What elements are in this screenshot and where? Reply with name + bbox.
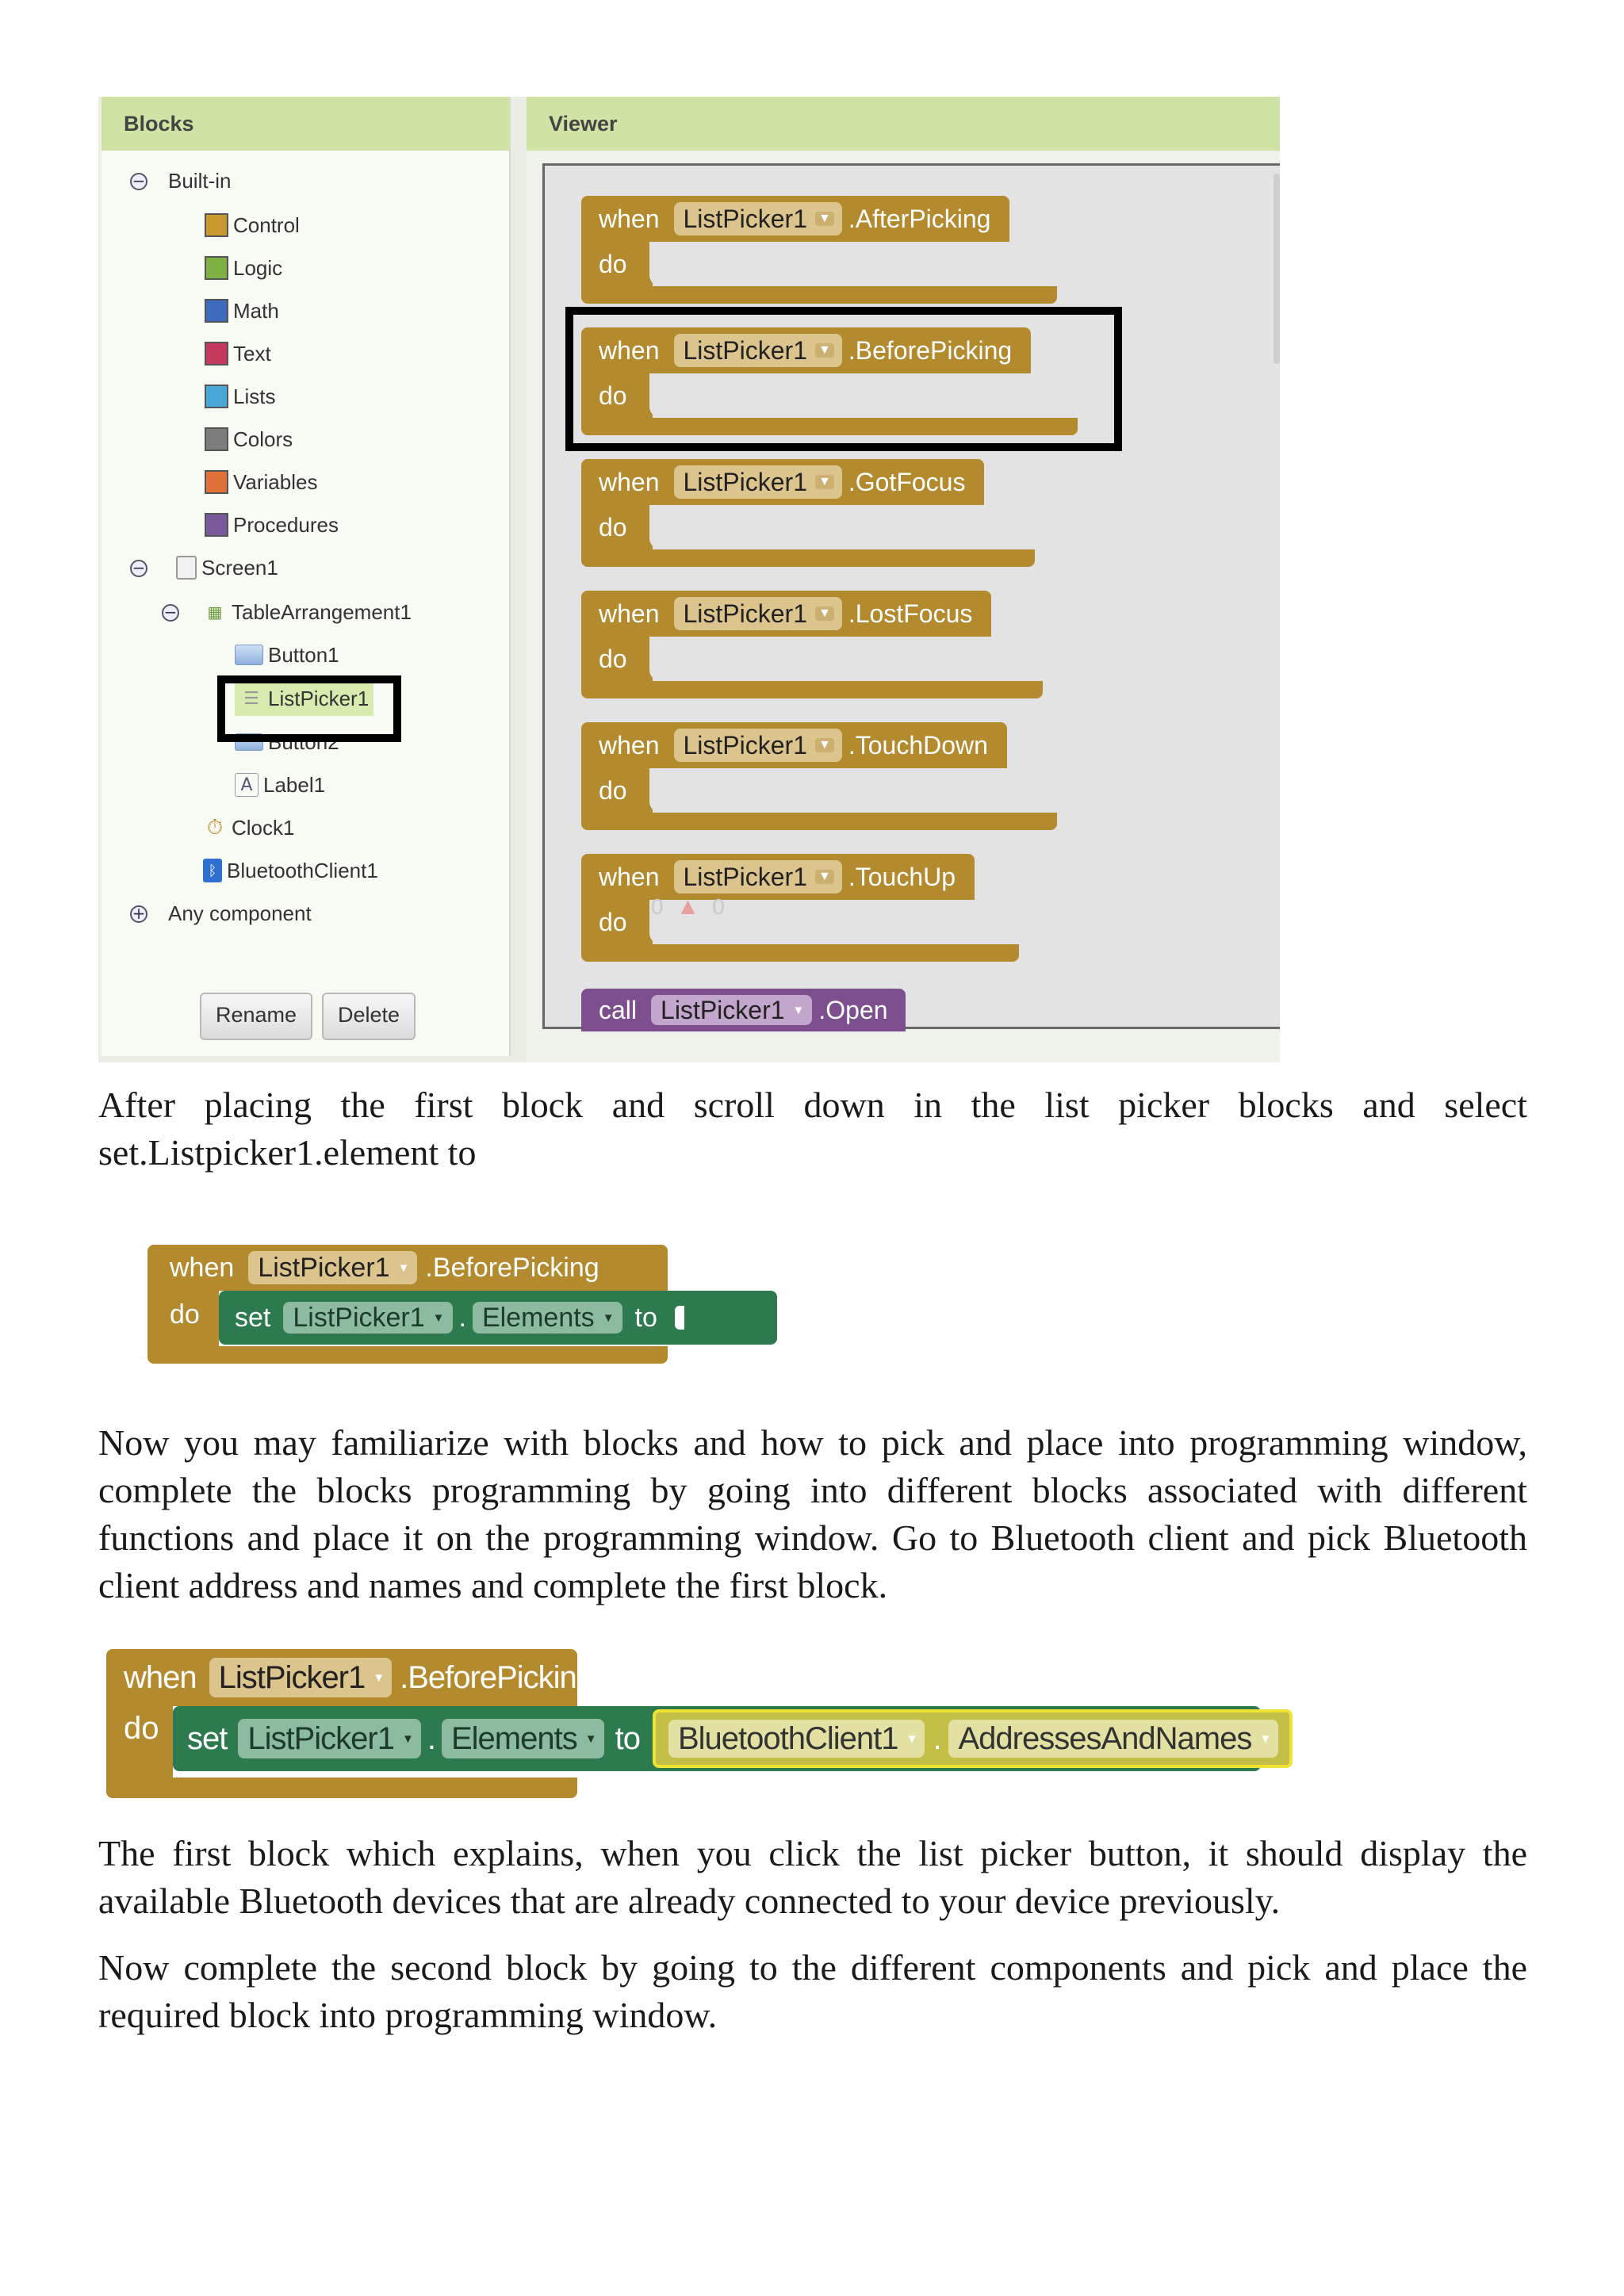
tree-table-arrangement[interactable] xyxy=(203,595,412,629)
any-component-label: Any component xyxy=(168,901,312,925)
event-name: .LostFocus xyxy=(848,599,973,628)
paragraph-1: After placing the first block and scroll down in the list picker blocks and select set.Listpicker1.element to xyxy=(98,1085,1527,1173)
paragraph-3: The first block which explains, when you click the list picker button, it should display the available Bluetooth devices that are already connected to your device previously. xyxy=(98,1833,1527,1921)
event-block-touchdown[interactable] xyxy=(581,722,1057,830)
do-label: do xyxy=(599,250,627,278)
warning-triangle-icon: ▲ xyxy=(676,894,700,920)
when-label: when xyxy=(599,204,660,233)
collapse-screen-icon[interactable]: − xyxy=(130,560,147,577)
call-label: call xyxy=(599,995,638,1024)
paragraph-2: Now you may familiarize with blocks and how to pick and place into programming window, complete the blocks programming by going into different blocks associated with different functions and place it on the programming window. Go to Bluetooth client and pick Bluetooth client address and names and complete the first block. xyxy=(98,1422,1527,1605)
do-label: do xyxy=(599,645,627,673)
when-label: when xyxy=(599,599,660,628)
tree-bluetooth[interactable] xyxy=(203,853,378,888)
dot-label: . xyxy=(933,1720,941,1756)
do-label: do xyxy=(599,381,627,410)
do-label: do xyxy=(599,776,627,805)
set-elements-block[interactable] xyxy=(173,1706,1271,1771)
tree-any-component[interactable] xyxy=(168,896,312,931)
component-name: ListPicker1 xyxy=(683,335,807,365)
event-block-touchup[interactable] xyxy=(581,854,1019,962)
beforepicking-bluetooth-block xyxy=(106,1649,1271,1804)
bluetooth-icon: ᛒ xyxy=(203,859,222,882)
chevron-down-icon: ▼ xyxy=(401,1732,413,1746)
collapse-table-icon[interactable]: − xyxy=(162,604,179,622)
input-socket[interactable] xyxy=(675,1306,684,1330)
do-label: do xyxy=(170,1299,200,1330)
event-name: .TouchDown xyxy=(848,730,988,760)
do-label: do xyxy=(124,1711,159,1746)
tree-item-label: Text xyxy=(233,341,271,365)
tree-item-lists[interactable] xyxy=(205,379,275,414)
event-name: .BeforePicking xyxy=(848,335,1013,365)
expand-any-component-icon[interactable]: + xyxy=(130,905,147,923)
event-block-afterpicking[interactable] xyxy=(581,196,1057,304)
component-name: ListPicker1 xyxy=(218,1659,366,1695)
clock-label: Clock1 xyxy=(232,815,295,840)
control-swatch-icon xyxy=(205,213,228,237)
viewer-title: Viewer xyxy=(527,97,1280,151)
colors-swatch-icon xyxy=(205,427,228,451)
chevron-down-icon: ▼ xyxy=(815,343,834,358)
component-dropdown[interactable] xyxy=(674,202,842,235)
event-name: .AfterPicking xyxy=(848,204,991,233)
builtin-label: Built-in xyxy=(168,168,232,193)
component-name: ListPicker1 xyxy=(683,730,807,760)
tree-item-label: Procedures xyxy=(233,512,339,537)
screen-label: Screen1 xyxy=(201,555,278,580)
property-name: Elements xyxy=(481,1302,595,1333)
component-name: ListPicker1 xyxy=(293,1302,425,1333)
tree-label1[interactable] xyxy=(235,767,325,802)
chevron-down-icon: ▼ xyxy=(1259,1732,1271,1746)
method-name: .Open xyxy=(818,995,888,1024)
delete-button[interactable]: Delete xyxy=(322,993,416,1040)
tree-builtin[interactable] xyxy=(168,163,231,198)
component-dropdown[interactable] xyxy=(248,1251,417,1284)
chevron-down-icon: ▼ xyxy=(815,870,834,884)
event-name: .BeforePicking xyxy=(400,1659,594,1695)
blocks-panel-title: Blocks xyxy=(102,97,509,151)
component-name: BluetoothClient1 xyxy=(677,1720,898,1756)
button2-label: Button2 xyxy=(268,729,339,754)
do-label: do xyxy=(599,908,627,936)
listpicker-icon: ☰ xyxy=(243,688,259,709)
tree-item-label: Logic xyxy=(233,255,283,280)
chevron-down-icon: ▼ xyxy=(584,1732,596,1746)
property-name: AddressesAndNames xyxy=(958,1720,1252,1756)
component-name: ListPicker1 xyxy=(683,599,807,628)
error-count: 0 xyxy=(712,894,725,919)
to-label: to xyxy=(634,1302,657,1333)
table-arrangement-label: TableArrangement1 xyxy=(232,599,412,624)
viewer-panel xyxy=(527,97,1280,1062)
tree-item-variables[interactable] xyxy=(205,465,317,499)
chevron-down-icon: ▼ xyxy=(815,475,834,489)
beforepicking-highlight-box xyxy=(565,307,1122,451)
blocks-editor-screenshot xyxy=(98,97,1280,1062)
component-name: ListPicker1 xyxy=(683,862,807,891)
event-name: .BeforePicking xyxy=(425,1252,599,1283)
property-dropdown[interactable] xyxy=(473,1302,622,1334)
property-dropdown[interactable] xyxy=(442,1719,604,1758)
blocks-panel xyxy=(102,97,511,1056)
tree-item-label: Control xyxy=(233,212,300,237)
tree-item-label: Colors xyxy=(233,427,293,451)
when-label: when xyxy=(599,335,660,365)
tree-item-label: Math xyxy=(233,298,279,323)
chevron-down-icon: ▼ xyxy=(815,738,834,752)
rename-button[interactable]: Rename xyxy=(200,993,312,1040)
chevron-down-icon: ▼ xyxy=(906,1732,917,1746)
beforepicking-set-elements-block xyxy=(147,1245,777,1372)
when-label: when xyxy=(170,1252,235,1283)
procedures-swatch-icon xyxy=(205,513,228,537)
bluetooth-label: BluetoothClient1 xyxy=(227,858,378,882)
bluetooth-property-dropdown[interactable] xyxy=(948,1720,1278,1758)
collapse-builtin-icon[interactable]: − xyxy=(130,173,147,190)
component-dropdown[interactable] xyxy=(674,465,842,499)
viewer-scrollbar[interactable] xyxy=(1274,174,1280,364)
when-label: when xyxy=(124,1659,197,1695)
button-icon xyxy=(235,645,263,665)
lists-swatch-icon xyxy=(205,385,228,408)
chevron-down-icon: ▼ xyxy=(397,1261,410,1275)
set-label: set xyxy=(235,1302,271,1333)
do-label: do xyxy=(599,513,627,541)
component-dropdown[interactable] xyxy=(674,729,842,762)
bluetooth-component-dropdown[interactable] xyxy=(668,1720,925,1758)
tree-screen1[interactable] xyxy=(176,550,278,585)
event-block-lostfocus[interactable] xyxy=(581,591,1043,698)
do-section xyxy=(147,1291,219,1346)
component-dropdown[interactable] xyxy=(209,1658,392,1697)
event-name: .GotFocus xyxy=(848,467,966,496)
variables-swatch-icon xyxy=(205,470,228,494)
dot-label: . xyxy=(458,1302,466,1333)
warning-count: 0 xyxy=(651,894,664,919)
when-label: when xyxy=(599,730,660,760)
text-swatch-icon xyxy=(205,342,228,365)
event-block-gotfocus[interactable] xyxy=(581,459,1035,567)
tree-button1[interactable] xyxy=(235,637,339,672)
table-arrangement-icon: ▦ xyxy=(207,603,223,622)
to-label: to xyxy=(615,1720,640,1756)
set-elements-block[interactable] xyxy=(219,1291,777,1345)
tree-item-label: Lists xyxy=(233,384,276,408)
property-name: Elements xyxy=(450,1720,577,1756)
tree-item-procedures[interactable] xyxy=(205,507,339,542)
tree-clock1[interactable] xyxy=(203,810,294,845)
math-swatch-icon xyxy=(205,299,228,323)
label1-label: Label1 xyxy=(263,772,326,797)
paragraph-4: Now complete the second block by going to the different components and pick and place the required block into programming window. xyxy=(98,1947,1527,2035)
component-name: ListPicker1 xyxy=(683,204,807,233)
tree-item-math[interactable] xyxy=(205,293,279,328)
event-name: .TouchUp xyxy=(848,862,956,891)
button1-label: Button1 xyxy=(268,642,339,667)
tree-item-text[interactable] xyxy=(205,336,271,371)
component-dropdown[interactable] xyxy=(674,597,842,630)
tree-item-control[interactable] xyxy=(205,208,300,243)
dot-label: . xyxy=(427,1720,435,1756)
warning-indicator[interactable] xyxy=(651,894,725,920)
tree-item-label: Variables xyxy=(233,469,318,494)
chevron-down-icon: ▼ xyxy=(792,1003,805,1017)
chevron-down-icon: ▼ xyxy=(373,1670,385,1685)
chevron-down-icon: ▼ xyxy=(602,1311,615,1325)
label-icon: A xyxy=(235,773,259,797)
clock-icon: ⏱ xyxy=(206,815,224,840)
component-dropdown[interactable] xyxy=(238,1719,420,1758)
logic-swatch-icon xyxy=(205,256,228,280)
component-name: ListPicker1 xyxy=(247,1720,394,1756)
listpicker1-label: ListPicker1 xyxy=(268,686,370,710)
when-label: when xyxy=(599,862,660,891)
do-section xyxy=(106,1706,173,1777)
viewer-canvas[interactable] xyxy=(542,163,1280,1029)
chevron-down-icon: ▼ xyxy=(815,212,834,226)
call-open-block[interactable] xyxy=(581,989,906,1031)
component-dropdown[interactable] xyxy=(283,1302,452,1334)
when-label: when xyxy=(599,467,660,496)
component-dropdown[interactable] xyxy=(674,860,842,894)
tree-item-colors[interactable] xyxy=(205,422,293,457)
listpicker-highlight-box xyxy=(217,675,401,742)
tree-item-logic[interactable] xyxy=(205,251,282,285)
component-name: ListPicker1 xyxy=(258,1252,390,1283)
set-label: set xyxy=(187,1720,228,1756)
chevron-down-icon: ▼ xyxy=(432,1311,445,1325)
component-dropdown[interactable] xyxy=(651,995,812,1025)
component-name: ListPicker1 xyxy=(683,467,807,496)
bluetooth-addresses-block[interactable] xyxy=(653,1709,1293,1768)
component-name: ListPicker1 xyxy=(661,995,785,1024)
screen-icon xyxy=(176,556,197,580)
chevron-down-icon: ▼ xyxy=(815,607,834,621)
